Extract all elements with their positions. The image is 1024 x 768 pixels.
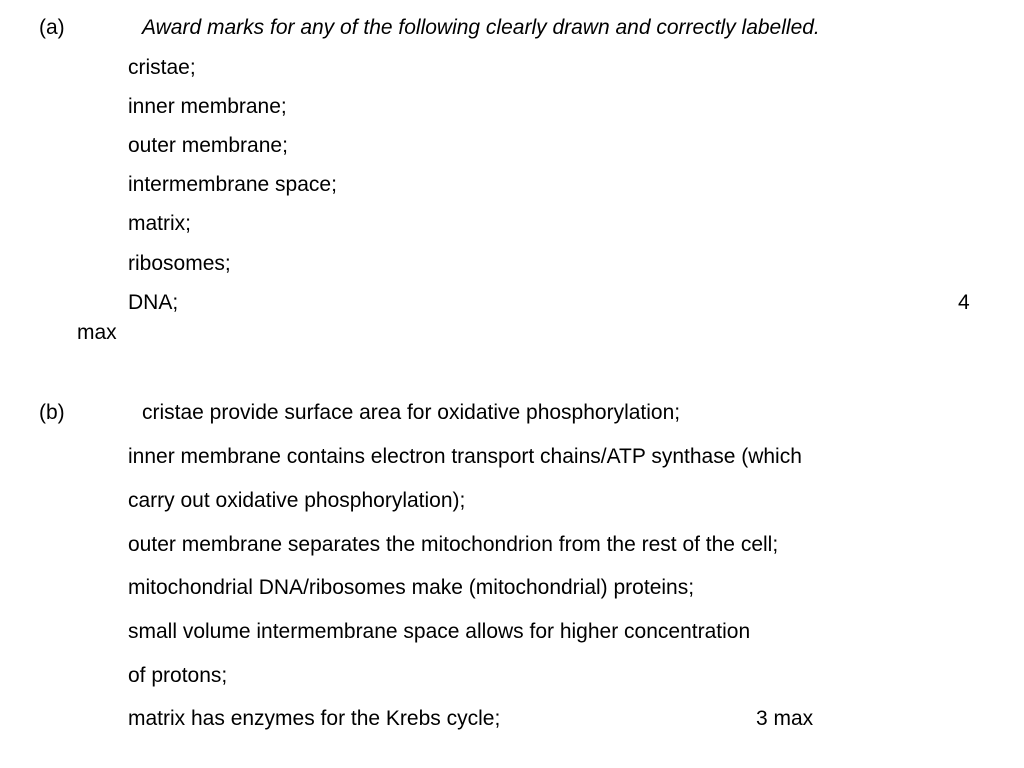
part-b-line-4: outer membrane separates the mitochondrion from the rest of the cell; [128, 533, 779, 556]
part-a-marks-suffix: max [77, 321, 117, 344]
part-a-item-inner-membrane: inner membrane; [128, 95, 287, 118]
part-b-line-2: inner membrane contains electron transport chains/ATP synthase (which [128, 445, 802, 468]
part-a-instruction: Award marks for any of the following clearly drawn and correctly labelled. [142, 16, 820, 39]
part-a-item-cristae: cristae; [128, 56, 196, 79]
part-b-line-5: mitochondrial DNA/ribosomes make (mitochondrial) proteins; [128, 576, 695, 599]
part-a-item-intermembrane-space: intermembrane space; [128, 173, 337, 196]
part-a-label: (a) [39, 16, 65, 39]
part-a-item-matrix: matrix; [128, 212, 191, 235]
part-b-line-1: cristae provide surface area for oxidative phosphorylation; [142, 401, 681, 424]
part-b-line-8: matrix has enzymes for the Krebs cycle; [128, 707, 501, 730]
part-b-label: (b) [39, 401, 65, 424]
part-b-line-7: of protons; [128, 664, 228, 687]
part-a-item-dna: DNA; [128, 291, 179, 314]
part-a-item-ribosomes: ribosomes; [128, 252, 231, 275]
part-b-line-6: small volume intermembrane space allows for higher concentration [128, 620, 751, 643]
part-a-item-outer-membrane: outer membrane; [128, 134, 288, 157]
part-b-marks: 3 max [756, 707, 814, 730]
part-a-marks-number: 4 [958, 291, 970, 314]
part-b-line-3: carry out oxidative phosphorylation); [128, 489, 466, 512]
